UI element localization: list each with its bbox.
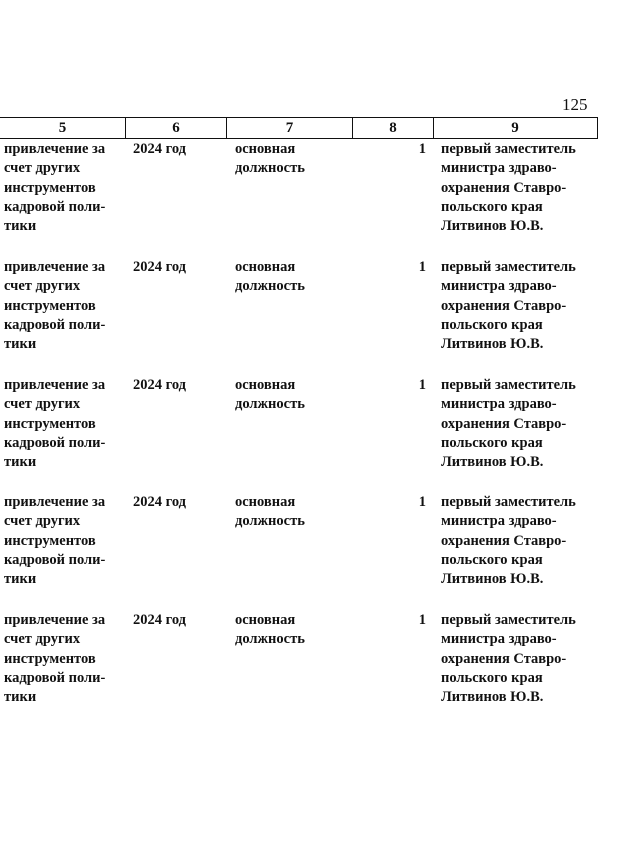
cell-year: 2024 год (133, 494, 187, 510)
cell-responsible: первый заместитель министра здраво- охранения Ставро- польского края Литвинов Ю.В. (441, 377, 576, 471)
cell-year: 2024 год (133, 612, 187, 628)
cell-recruitment-method: привлечение за счет других инструментов кадровой поли- тики (4, 141, 106, 235)
table-header (0, 117, 598, 139)
header-col-6: 6 (172, 120, 180, 136)
cell-year: 2024 год (133, 377, 187, 393)
header-col-9: 9 (511, 120, 519, 136)
table-row (0, 611, 640, 723)
header-col-5: 5 (58, 120, 67, 136)
table-row (0, 140, 640, 252)
cell-count: 1 (418, 494, 426, 510)
table-row (0, 493, 640, 605)
page-number: 125 (562, 95, 588, 114)
cell-position-type: основная должность (235, 612, 305, 648)
cell-recruitment-method: привлечение за счет других инструментов кадровой поли- тики (4, 259, 106, 353)
table-row (0, 376, 640, 488)
cell-responsible: первый заместитель министра здраво- охранения Ставро- польского края Литвинов Ю.В. (441, 612, 576, 706)
cell-count: 1 (418, 612, 426, 628)
cell-position-type: основная должность (235, 141, 305, 177)
cell-year: 2024 год (133, 141, 187, 157)
cell-year: 2024 год (133, 259, 187, 275)
header-col-7: 7 (285, 120, 294, 136)
table-row (0, 258, 640, 370)
cell-count: 1 (418, 259, 426, 275)
cell-responsible: первый заместитель министра здраво- охранения Ставро- польского края Литвинов Ю.В. (441, 141, 576, 235)
cell-position-type: основная должность (235, 259, 305, 295)
cell-count: 1 (418, 377, 426, 393)
cell-count: 1 (418, 141, 426, 157)
cell-position-type: основная должность (235, 377, 305, 413)
cell-recruitment-method: привлечение за счет других инструментов кадровой поли- тики (4, 612, 106, 706)
cell-responsible: первый заместитель министра здраво- охранения Ставро- польского края Литвинов Ю.В. (441, 494, 576, 588)
cell-responsible: первый заместитель министра здраво- охранения Ставро- польского края Литвинов Ю.В. (441, 259, 576, 353)
header-col-8: 8 (389, 120, 397, 136)
cell-recruitment-method: привлечение за счет других инструментов кадровой поли- тики (4, 494, 106, 588)
cell-position-type: основная должность (235, 494, 305, 530)
cell-recruitment-method: привлечение за счет других инструментов кадровой поли- тики (4, 377, 106, 471)
